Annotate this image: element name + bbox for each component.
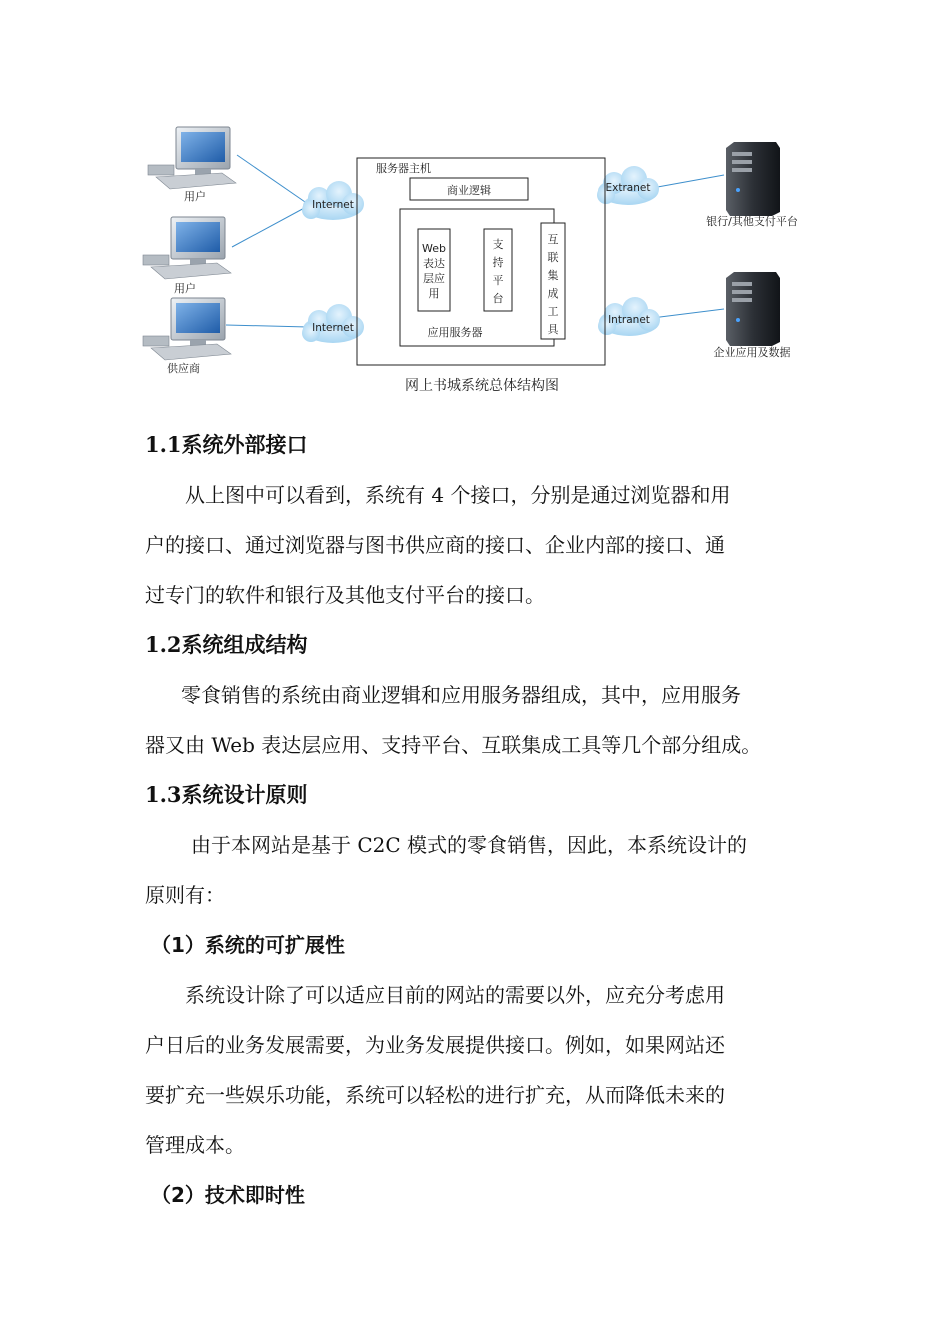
paragraph-line: 过专门的软件和银行及其他支付平台的接口。 xyxy=(145,583,545,607)
integration-tools-line-3: 集 xyxy=(547,269,559,282)
cloud-label-intranet: Intranet xyxy=(608,314,650,326)
paragraph-line: 户日后的业务发展需要，为业务发展提供接口。例如，如果网站还 xyxy=(145,1033,725,1057)
paragraph-line: 零食销售的系统由商业逻辑和应用服务器组成，其中，应用服务 xyxy=(181,683,741,707)
paragraph-line: 由于本网站是基于 C2C 模式的零食销售，因此，本系统设计的 xyxy=(191,833,748,857)
system-architecture-diagram xyxy=(0,0,950,410)
server-host-label: 服务器主机 xyxy=(376,162,431,175)
paragraph-line: 器又由 Web 表达层应用、支持平台、互联集成工具等几个部分组成。 xyxy=(145,733,762,757)
integration-tools-line-1: 互 xyxy=(547,233,559,246)
cloud-label-internet-1: Internet xyxy=(312,199,354,211)
app-server-label: 应用服务器 xyxy=(427,326,483,339)
business-logic-label: 商业逻辑 xyxy=(447,184,491,197)
paragraph-line: 管理成本。 xyxy=(145,1133,245,1157)
integration-tools-line-5: 工 xyxy=(547,305,559,318)
client-label-3: 供应商 xyxy=(167,362,200,375)
client-computer-1 xyxy=(148,127,236,189)
enterprise-server-label: 企业应用及数据 xyxy=(713,346,791,359)
integration-tools-line-6: 具 xyxy=(547,323,559,336)
cloud-label-extranet: Extranet xyxy=(605,182,651,194)
enterprise-server xyxy=(726,272,780,346)
section-heading-1-3: 1.3系统设计原则 xyxy=(145,782,308,807)
web-layer-line-1: Web xyxy=(422,242,446,255)
paragraph-line: 要扩充一些娱乐功能，系统可以轻松的进行扩充，从而降低未来的 xyxy=(145,1083,725,1107)
support-platform-line-1: 支 xyxy=(492,238,504,251)
paragraph-line: 原则有： xyxy=(145,883,225,907)
support-platform-line-3: 平 xyxy=(492,274,504,287)
paragraph-line: 户的接口、通过浏览器与图书供应商的接口、企业内部的接口、通 xyxy=(145,533,725,557)
web-layer-line-2: 表达 xyxy=(423,257,445,270)
paragraph-line: 系统设计除了可以适应目前的网站的需要以外，应充分考虑用 xyxy=(185,983,725,1007)
support-platform-line-2: 持 xyxy=(492,256,504,269)
client-label-2: 用户 xyxy=(174,282,196,295)
client-label-1: 用户 xyxy=(184,190,206,203)
bank-server-label: 银行/其他支付平台 xyxy=(706,215,798,228)
supplier-computer xyxy=(143,298,231,360)
integration-tools-line-4: 成 xyxy=(547,287,559,300)
document-body xyxy=(145,420,815,1220)
bank-server xyxy=(726,142,780,216)
support-platform-line-4: 台 xyxy=(492,292,504,305)
paragraph-line: 从上图中可以看到，系统有 4 个接口，分别是通过浏览器和用 xyxy=(185,483,731,507)
web-layer-line-3: 层应 xyxy=(423,272,445,285)
client-computer-2 xyxy=(143,217,231,279)
section-heading-1-1: 1.1系统外部接口 xyxy=(145,432,308,457)
diagram-caption: 网上书城系统总体结构图 xyxy=(405,378,559,394)
subheading-tech-timeliness: （2）技术即时性 xyxy=(151,1183,305,1207)
integration-tools-line-2: 联 xyxy=(547,251,559,264)
subheading-scalability: （1）系统的可扩展性 xyxy=(151,933,345,957)
web-layer-line-4: 用 xyxy=(428,287,440,300)
section-heading-1-2: 1.2系统组成结构 xyxy=(145,632,308,657)
cloud-label-internet-2: Internet xyxy=(312,322,354,334)
